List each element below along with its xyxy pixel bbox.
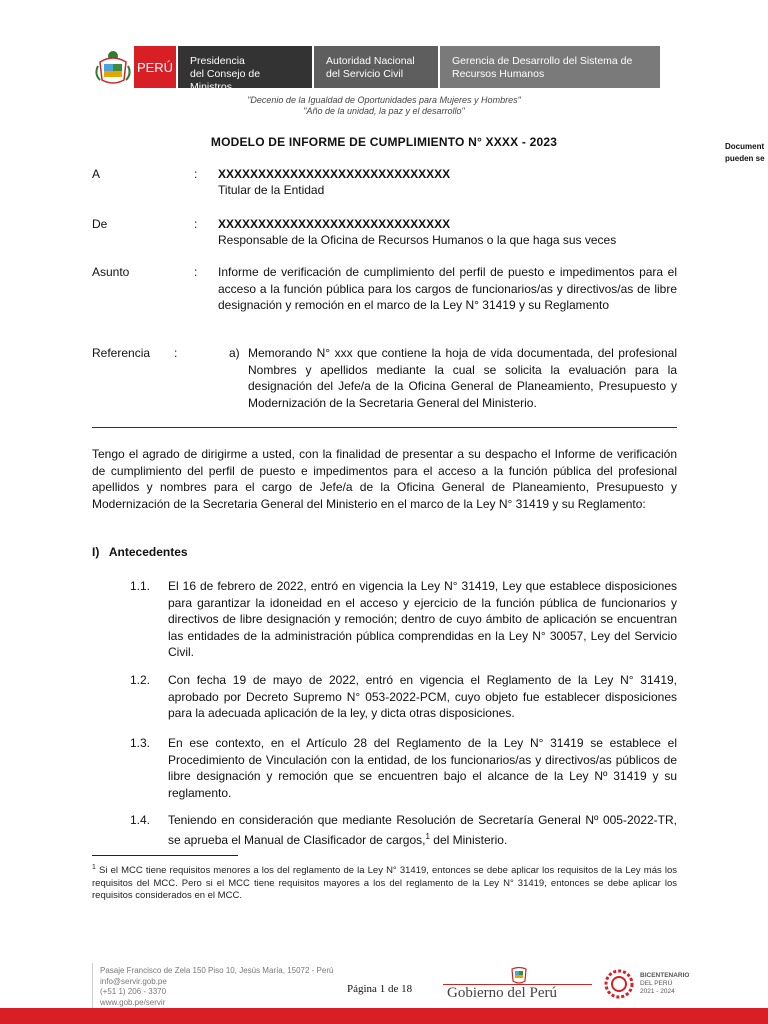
header-divider <box>92 427 677 428</box>
field-asunto-text: Informe de verificación de cumplimiento del perfil de puesto e impedimentos para el acceso a la función pública para los cargos de funcionarios/as y directivos/as de libre designación y remoción en el marco de la Ley N° 31419 y su Reglamento <box>218 265 677 312</box>
item-3-number: 1.3. <box>130 736 151 750</box>
item-3-text: En ese contexto, en el Artículo 28 del Reglamento de la Ley N° 31419 se establece el Procedimiento de Vinculación con la entidad, de los funcionarios/as y directivos/as públicos de libre designación y remoción que se encuentren bajo el alcance de la Ley Nº 31419 y su reglamento. <box>168 736 677 800</box>
footnote-separator <box>92 855 238 856</box>
header-box-servir-line2: del Servicio Civil <box>326 68 404 80</box>
header-box-servir <box>314 46 438 88</box>
footer-address <box>100 966 333 1008</box>
footnote-text: Si el MCC tiene requisitos menores a los del reglamento de la Ley N° 31419, entonces se debe aplicar los requisitos de la Ley más los requisitos del MCC. Pero si el MCC tiene requisitos mayores a los del reglamento de la Ley N° 31419, entonces se debe aplicar los requisitos considerados en el MCC. <box>92 865 677 902</box>
header-box-gerencia-line2: Recursos Humanos <box>452 68 545 80</box>
field-asunto-label: Asunto <box>92 265 130 279</box>
bicentenario-label <box>640 972 689 996</box>
footnote <box>92 862 677 903</box>
document-title: MODELO DE INFORME DE CUMPLIMIENTO N° XXXX - 2023 <box>210 135 558 149</box>
item-4-text <box>168 812 677 848</box>
field-a-colon: : <box>194 167 198 181</box>
side-note-line2: pueden se <box>725 154 765 163</box>
bicentenario-line2: DEL PERÚ <box>640 980 673 987</box>
section-heading: I) Antecedentes <box>92 545 188 559</box>
item-1-number: 1.1. <box>130 579 151 593</box>
item-1-text: El 16 de febrero de 2022, entró en vigencia la Ley N° 31419, Ley que establece disposiciones para garantizar la idoneidad en el acceso y ejercicio de la función pública de funcionarios y directivos de libre designación y remoción; dentro de cuyo ámbito de aplicación se encuentran las entidades de la administración pública comprendidas en la Ley N° 30057, Ley del Servicio Civil. <box>168 579 677 659</box>
coat-of-arms-icon <box>92 46 134 88</box>
intro-paragraph: Tengo el agrado de dirigirme a usted, con la finalidad de presentar a su despacho el Informe de verificación de cumplimiento del perfil de puesto e impedimentos para el acceso a la función pública del profesional apellidos y nombres para el cargo de Jefe/a de la Oficina General de Planeamiento, Presupuesto y Modernización de la Secretaria General del Ministerio en el marco de la Ley N° 31419 y su Reglamento: <box>92 447 677 511</box>
field-referencia-item: a) <box>229 346 240 360</box>
header-box-servir-line1: Autoridad Nacional <box>326 55 415 67</box>
field-de-role: Responsable de la Oficina de Recursos Humanos o la que haga sus veces <box>218 233 617 247</box>
footnote-mark: 1 <box>92 864 96 871</box>
institutional-header <box>92 46 660 93</box>
year-quote: "Año de la unidad, la paz y el desarrollo" <box>303 106 465 116</box>
peru-logo-box <box>134 46 176 88</box>
side-note-line1: Document <box>725 142 765 151</box>
field-asunto-colon: : <box>194 265 198 279</box>
decade-quote: "Decenio de la Igualdad de Oportunidades para Mujeres y Hombres" <box>247 95 521 105</box>
item-4-tail: del Ministerio. <box>429 832 508 847</box>
footer-phone: (+51 1) 206 - 3370 <box>100 987 167 996</box>
footer-address-line: Pasaje Francisco de Zela 150 Piso 10, Jesús María, 15072 - Perú <box>100 966 334 975</box>
header-box-gerencia-line1: Gerencia de Desarrollo del Sistema de <box>452 55 633 67</box>
header-box-gerencia <box>440 46 660 88</box>
item-4-number: 1.4. <box>130 813 151 827</box>
footer-separator <box>92 963 93 1008</box>
header-box-pcm <box>178 46 312 93</box>
field-a-label: A <box>92 167 101 181</box>
bicentenario-line3: 2021 - 2024 <box>640 988 675 995</box>
field-a-role: Titular de la Entidad <box>218 183 325 197</box>
field-de-colon: : <box>194 217 198 231</box>
item-2-number: 1.2. <box>130 673 151 687</box>
footnote-ref[interactable]: 1 <box>425 831 430 841</box>
field-referencia-label: Referencia <box>92 346 151 360</box>
header-box-pcm-line1: Presidencia <box>190 55 245 67</box>
field-de-name: XXXXXXXXXXXXXXXXXXXXXXXXXXXXX <box>218 217 451 231</box>
field-de-label: De <box>92 217 108 231</box>
peru-label: PERÚ <box>136 59 174 75</box>
gobierno-shield-icon <box>508 966 530 986</box>
item-2-text: Con fecha 19 de mayo de 2022, entró en vigencia el Reglamento de la Ley N° 31419, aprobado por Decreto Supremo N° 053-2022-PCM, cuyo objeto fue establecer disposiciones para la adecuada aplicación de la ley, y dicta otras disposiciones. <box>168 673 677 720</box>
gobierno-del-peru-label: Gobierno del Perú <box>447 985 557 1001</box>
footer-website[interactable]: www.gob.pe/servir <box>100 997 166 1007</box>
header-box-pcm-line2: del Consejo de Ministros <box>190 68 261 93</box>
page-number: Página 1 de 18 <box>347 983 413 995</box>
footer-red-bar <box>0 1008 768 1024</box>
field-referencia-colon: : <box>174 346 178 360</box>
item-4-body: Teniendo en consideración que mediante Resolución de Secretaría General Nº 005-2022-TR, se aprueba el Manual de Clasificador de cargos, <box>168 813 677 847</box>
field-a-name: XXXXXXXXXXXXXXXXXXXXXXXXXXXXX <box>218 167 451 181</box>
bicentenario-logo-icon <box>603 968 635 1000</box>
footer-email[interactable]: info@servir.gob.pe <box>100 976 167 986</box>
bicentenario-line1: BICENTENARIO <box>640 972 690 979</box>
field-referencia-text: Memorando N° xxx que contiene la hoja de vida documentada, del profesional Nombres y apellidos mediante la cual se solicita la evaluación para la designación del Jefe/a de la Oficina General de Planeamiento, Presupuesto y Modernización de la Secretaria General del Ministerio. <box>248 346 677 410</box>
